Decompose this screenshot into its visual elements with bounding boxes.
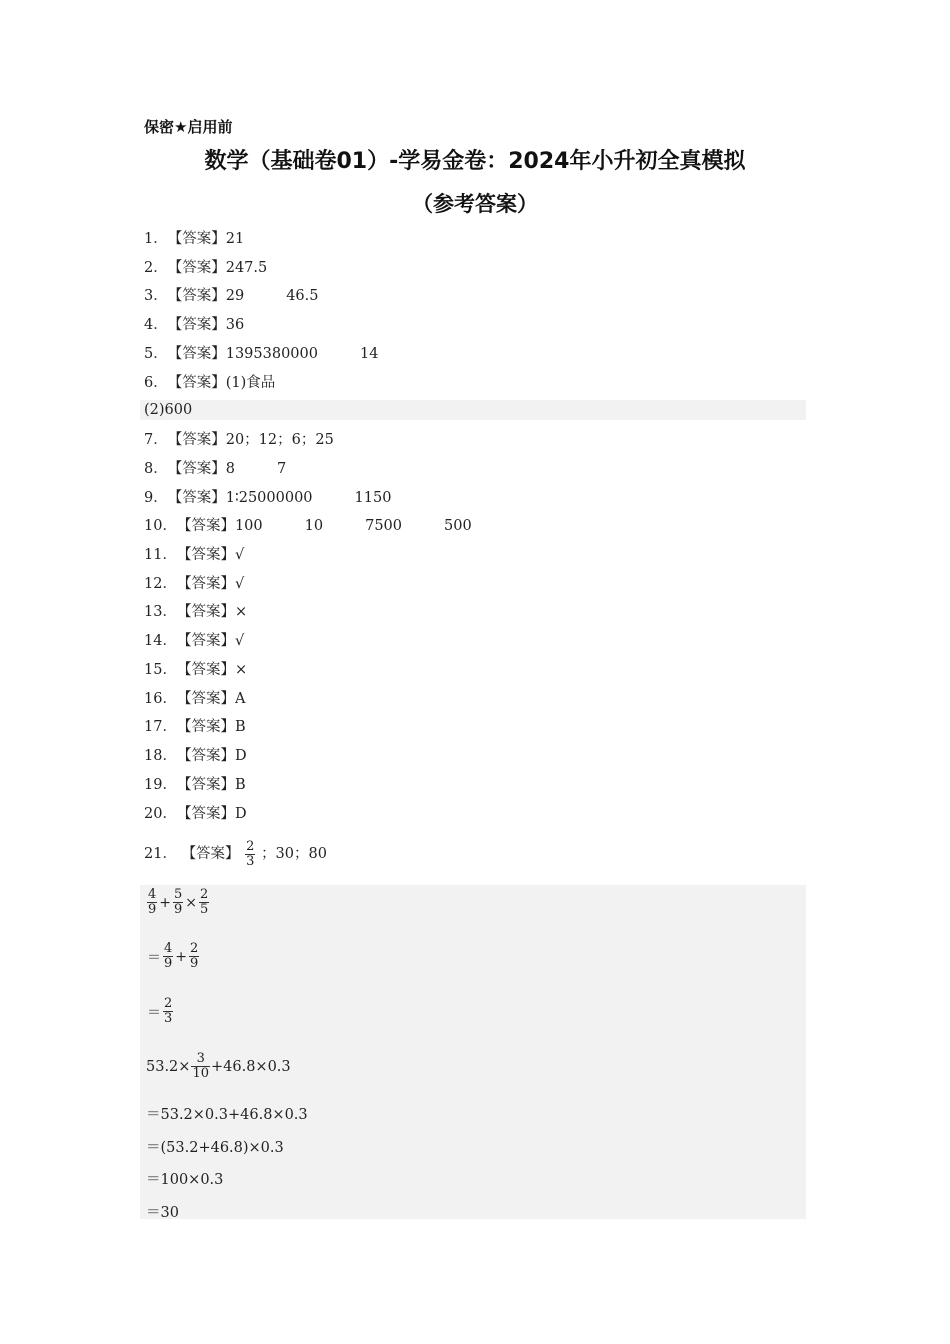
answer-value: 1395380000: [225, 346, 318, 362]
fraction-numerator: 2: [246, 838, 255, 854]
equals-sign: ＝: [147, 949, 161, 966]
answer-label: 【答案】: [167, 432, 226, 448]
answer-number: 15．: [144, 662, 177, 678]
answer-row-18: [144, 745, 247, 767]
answer-row-8: [144, 458, 286, 480]
answer-fraction: [245, 840, 255, 869]
answer-row-9: [144, 487, 391, 509]
answer-value: √: [234, 547, 245, 563]
answer-value: 247.5: [225, 260, 268, 276]
answer-number: 8．: [144, 461, 168, 477]
answer-row-19: [144, 774, 246, 796]
answer-value: 7500: [365, 518, 402, 534]
answer-number: 7．: [144, 432, 168, 448]
answer-value: 7: [276, 461, 287, 477]
answer-number: 12．: [144, 576, 177, 592]
page-subtitle: （参考答案）: [412, 192, 538, 216]
fraction-numerator: 3: [191, 1052, 210, 1067]
answer-row-10: [144, 515, 472, 537]
answer-label: 【答案】: [167, 231, 226, 247]
answer-value: 1∶25000000: [225, 490, 313, 506]
solution-line-6: ＝(53.2+46.8)×0.3: [146, 1140, 284, 1156]
q6-extra: (2)600: [144, 402, 193, 418]
answer-number: 2．: [144, 260, 168, 276]
answer-value: ×: [234, 662, 248, 678]
plus-sign: +: [175, 948, 188, 965]
answer-number: 4．: [144, 317, 168, 333]
fraction-denominator: 10: [192, 1066, 209, 1081]
answer-number: 17．: [144, 719, 177, 735]
answer-number: 16．: [144, 691, 177, 707]
fraction-numerator: 4: [164, 941, 173, 956]
answer-label: 【答案】: [176, 748, 235, 764]
answer-value: 46.5: [286, 288, 319, 304]
answer-value: √: [234, 576, 245, 592]
answer-label: 【答案】: [176, 576, 235, 592]
solution-line-1: [146, 888, 210, 917]
answer-value: 14: [360, 346, 379, 362]
answer-row-17: [144, 716, 246, 738]
answer-label: 【答案】: [167, 317, 226, 333]
answer-row-16: [144, 688, 245, 710]
q6-shade: [140, 400, 806, 420]
answer-label: 【答案】: [176, 777, 235, 793]
answer-number: 21．: [144, 846, 177, 862]
answer-value: ；30；80: [261, 846, 327, 862]
answer-value: 10: [304, 518, 324, 534]
answer-label: 【答案】: [167, 346, 226, 362]
fraction-denominator: 3: [164, 1011, 173, 1026]
solution-line-3: [146, 997, 174, 1026]
answer-label: 【答案】: [176, 547, 235, 563]
answer-label: 【答案】: [167, 461, 226, 477]
answer-value: 1150: [354, 490, 392, 506]
answer-row-12: [144, 573, 244, 595]
fraction-denominator: 9: [164, 956, 173, 971]
answer-number: 1．: [144, 231, 168, 247]
answer-number: 6．: [144, 375, 168, 391]
answer-row-7: [144, 429, 334, 451]
fraction-numerator: 4: [148, 887, 157, 902]
answer-label: 【答案】: [176, 719, 235, 735]
answer-number: 3．: [144, 288, 168, 304]
answer-label: 【答案】: [176, 518, 235, 534]
plus-sign: +: [159, 894, 172, 911]
page-title: 数学（基础卷01）-学易金卷：2024年小升初全真模拟: [204, 149, 746, 174]
solution-line-7: ＝100×0.3: [146, 1172, 224, 1188]
answer-number: 18．: [144, 748, 177, 764]
answer-number: 13．: [144, 604, 177, 620]
answer-number: 9．: [144, 490, 168, 506]
answer-value: 500: [444, 518, 472, 534]
answer-number: 10．: [144, 518, 177, 534]
fraction-denominator: 5: [200, 902, 209, 917]
secret-label: 保密★启用前: [144, 118, 233, 136]
equals-sign: ＝: [147, 1004, 161, 1021]
answer-value: 21: [225, 231, 245, 247]
answer-label: 【答案】: [176, 691, 235, 707]
answer-value: D: [234, 806, 247, 822]
fraction-numerator: 5: [174, 887, 183, 902]
answer-number: 20．: [144, 806, 177, 822]
answer-row-1: [144, 228, 244, 250]
answer-number: 5．: [144, 346, 168, 362]
answer-row-6: [144, 372, 275, 394]
answer-value: D: [234, 748, 247, 764]
answer-value: 36: [225, 317, 245, 333]
answer-value: ×: [234, 604, 248, 620]
answer-number: 14．: [144, 633, 177, 649]
answer-value: B: [234, 777, 246, 793]
times-sign: ×: [185, 894, 198, 911]
fraction-denominator: 9: [148, 902, 157, 917]
answer-row-13: [144, 601, 247, 623]
answer-row-21: [144, 834, 327, 874]
answer-row-3: [144, 285, 318, 307]
answer-label: 【答案】: [176, 604, 235, 620]
answer-row-14: [144, 630, 244, 652]
answer-label: 【答案】: [181, 846, 240, 862]
answer-label: 【答案】: [167, 260, 226, 276]
answer-value: 29: [225, 288, 245, 304]
answer-label: 【答案】: [167, 490, 226, 506]
fraction-denominator: 9: [190, 956, 199, 971]
answer-row-5: [144, 343, 378, 365]
answer-value: (1)食品: [225, 375, 276, 391]
answer-row-20: [144, 803, 247, 825]
solution-line-5: ＝53.2×0.3+46.8×0.3: [146, 1107, 308, 1123]
answer-value: 8: [225, 461, 235, 477]
expression-text: 53.2×: [146, 1058, 191, 1075]
answer-label: 【答案】: [176, 806, 235, 822]
answer-row-11: [144, 544, 244, 566]
answer-value: 100: [234, 518, 263, 534]
answer-value: √: [234, 633, 245, 649]
fraction-numerator: 2: [200, 887, 209, 902]
answer-label: 【答案】: [176, 633, 235, 649]
fraction-numerator: 2: [190, 941, 199, 956]
expression-text: +46.8×0.3: [210, 1058, 291, 1075]
answer-number: 19．: [144, 777, 177, 793]
answer-number: 11．: [144, 547, 177, 563]
answer-label: 【答案】: [176, 662, 235, 678]
fraction-numerator: 2: [164, 996, 173, 1011]
answer-row-15: [144, 659, 247, 681]
solution-line-2: [146, 942, 200, 971]
solution-line-8: ＝30: [146, 1205, 179, 1221]
solution-line-4: [146, 1052, 291, 1081]
answer-value: B: [234, 719, 246, 735]
fraction-denominator: 9: [174, 902, 183, 917]
answer-value: 20；12；6；25: [225, 432, 334, 448]
answer-value: A: [234, 691, 246, 707]
fraction-denominator: 3: [246, 853, 255, 869]
answer-row-4: [144, 314, 244, 336]
answer-label: 【答案】: [167, 375, 226, 391]
answer-label: 【答案】: [167, 288, 226, 304]
answer-row-2: [144, 257, 267, 279]
